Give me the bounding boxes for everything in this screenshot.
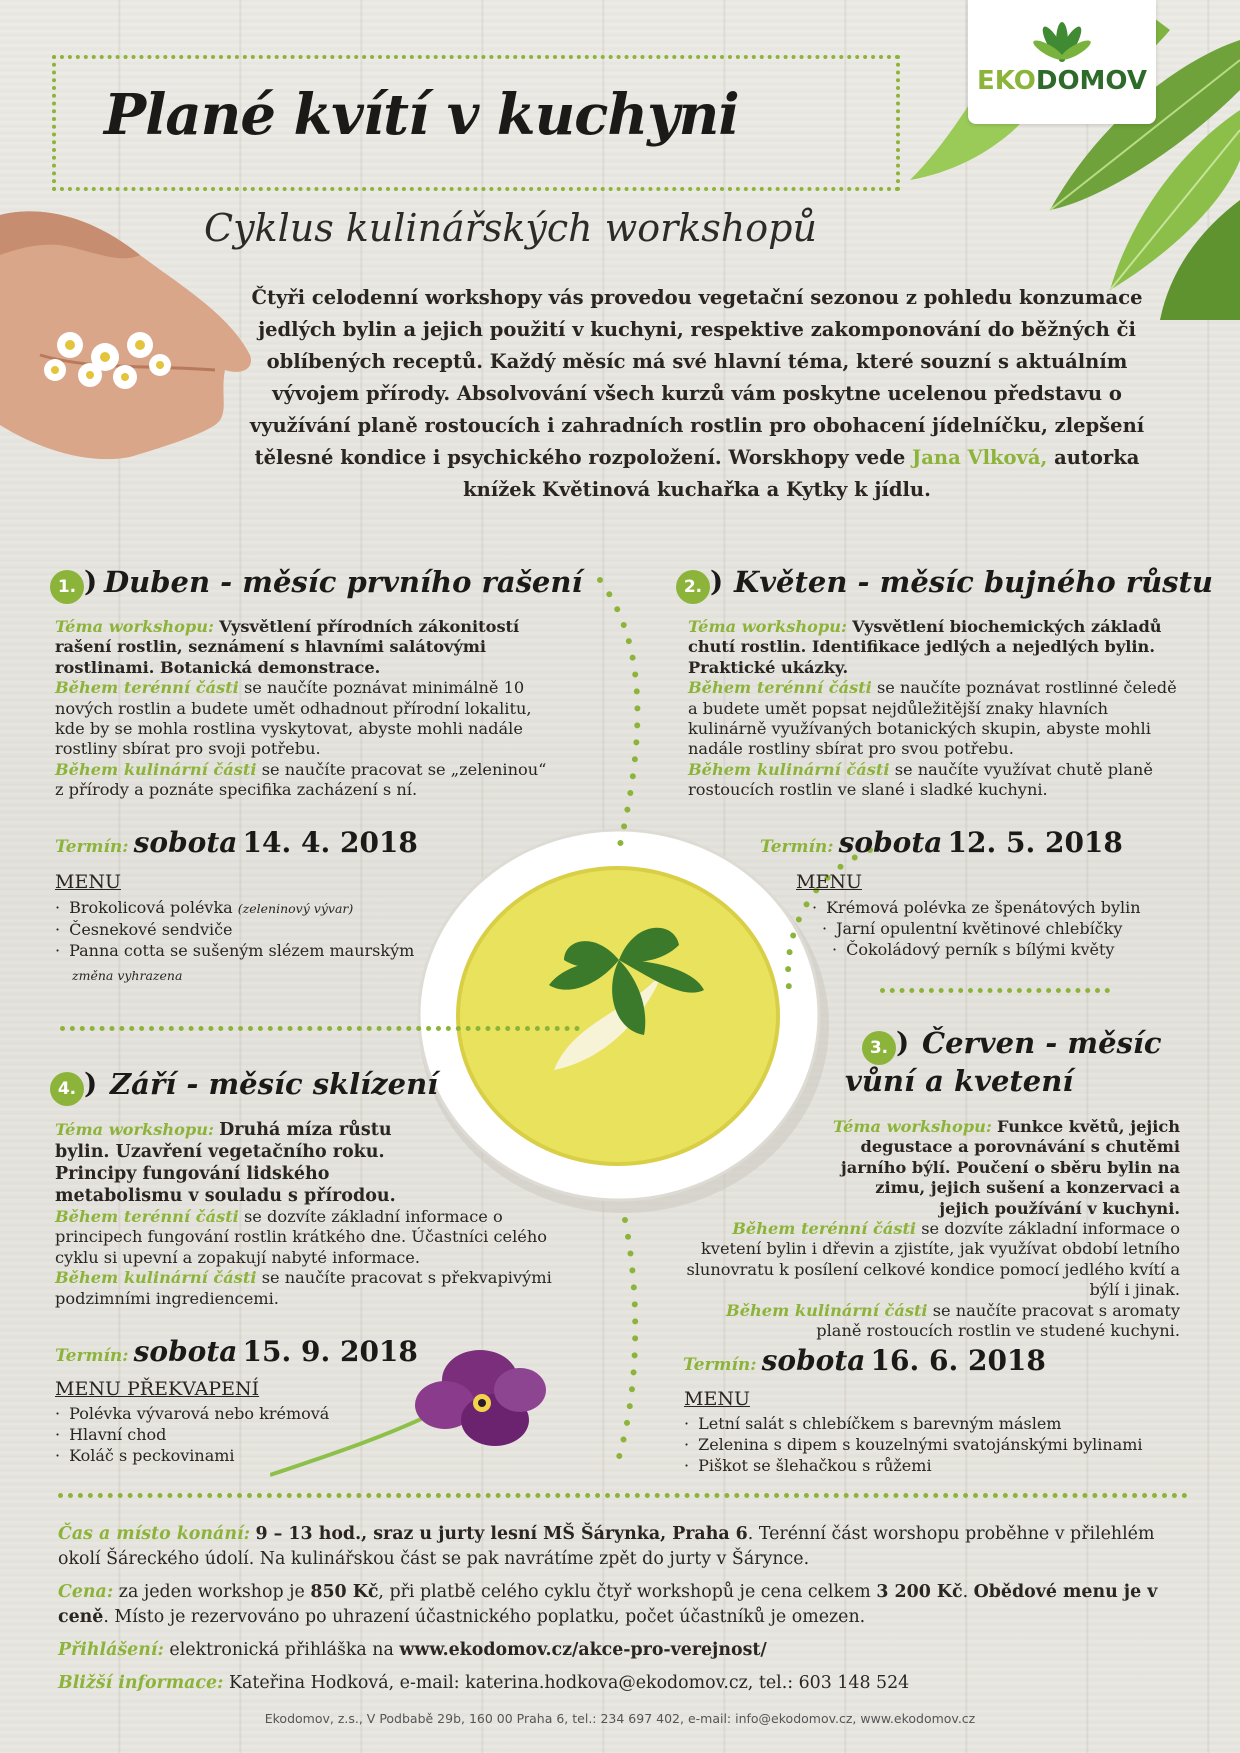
menu-item: · Polévka vývarová nebo krémová (55, 1403, 375, 1424)
section-1-title: Duben - měsíc prvního rašení (104, 565, 583, 599)
footer-contact: Bližší informace: Kateřina Hodková, e-mail: katerina.hodkova@ekodomov.cz, tel.: 603 148 524 (58, 1673, 910, 1693)
menu-item: · Zelenina s dipem s kouzelnými svatojánskými bylinami (684, 1434, 1204, 1455)
section-4-menu (55, 1403, 375, 1466)
section-3-paren: ) (896, 1026, 910, 1059)
menu-item: · Jarní opulentní květinové chlebíčky (812, 918, 1212, 939)
decorative-dotted-arc-1 (590, 575, 660, 855)
menu-item: · Brokolicová polévka (zeleninový vývar) (55, 897, 455, 919)
page-subtitle: Cyklus kulinářských workshopů (204, 206, 817, 250)
section-2-body: Téma workshopu: Vysvětlení biochemických základů chutí rostlin. Identifikace jedlých a nejedlých bylin. Praktické ukázky. Během terénní části se naučíte poznávat rostlinné čeledě a budete umět popsat nejdůležitější znaky hlavních kulinárně využívaných botanických skupin, abyste mohli nadále rostliny sbírat pro svou potřebu. Během kulinární části se naučíte využívat chutě planě rostoucích rostlin ve slané i sladké kuchyni. (688, 617, 1177, 800)
logo-text: EKODOMOV (977, 66, 1147, 96)
section-2-title: Květen - měsíc bujného růstu (734, 565, 1213, 599)
menu-change-note: změna vyhrazena (72, 968, 183, 983)
section-2-menu-title: MENU (796, 871, 862, 893)
registration-link[interactable]: www.ekodomov.cz/akce-pro-verejnost/ (399, 1640, 767, 1660)
section-3-number: 3. (862, 1031, 896, 1065)
menu-item: · Letní salát s chlebíčkem s barevným máslem (684, 1413, 1204, 1434)
section-3-term: Termín: sobota 16. 6. 2018 (683, 1344, 1046, 1377)
hand-with-daisies-image (0, 195, 260, 495)
section-1-number: 1. (50, 570, 84, 604)
section-4-number: 4. (50, 1072, 84, 1106)
section-4-body: Téma workshopu: Druhá míza růstu bylin. Uzavření vegetačního roku. Principy fungování lidského metabolismu v souladu s přírodou. Během terénní části se dozvíte základní informace o principech fungování rostlin krátkého dne. Účastníci celého cyklu si upevní a zopakují nabyté informace. Během kulinární části se naučíte pracovat s překvapivými podzimními ingrediencemi. (55, 1120, 552, 1308)
section-1-body: Téma workshopu: Vysvětlení přírodních zákonitostí rašení rostlin, seznámení s hlavními salátovými rostlinami. Botanická demonstrace. Během terénní části se naučíte poznávat minimálně 10 nových rostlin a budete umět odhadnout přírodní lokalitu, kde by se mohla rostlina vyskytovat, abyste mohli nadále rostliny sbírat pro svoji potřebu. Během kulinární části se naučíte pracovat se „zeleninou“ z přírody a poznáte specifika zacházení s ní. (55, 617, 547, 800)
intro-text-end: autorka knížek Květinová kuchařka a Kytky k jídlu. (463, 446, 1140, 501)
section-3-menu-title: MENU (684, 1388, 750, 1410)
footer-info (58, 1522, 1188, 1704)
ekodomov-logo (968, 0, 1156, 124)
section-2-term: Termín: sobota 12. 5. 2018 (760, 826, 1123, 859)
section-2-menu (812, 897, 1212, 960)
menu-item: · Piškot se šlehačkou s růžemi (684, 1455, 1204, 1476)
section-1-paren: ) (84, 565, 98, 598)
section-divider-right (880, 988, 1110, 993)
footer-divider (58, 1493, 1188, 1498)
author-name: Jana Vlková, (912, 446, 1048, 469)
menu-item: · Krémová polévka ze špenátových bylin (812, 897, 1212, 918)
section-3-menu (684, 1413, 1204, 1476)
intro-paragraph (232, 282, 1162, 506)
menu-item: · Česnekové sendviče (55, 919, 455, 940)
section-divider-left (60, 1026, 580, 1031)
menu-item: · Čokoládový perník s bílými květy (812, 939, 1212, 960)
section-4-title: Září - měsíc sklízení (110, 1067, 439, 1101)
section-2-paren: ) (710, 565, 724, 598)
menu-item: · Panna cotta se sušeným slézem maurským (55, 940, 455, 961)
section-4-paren: ) (84, 1067, 98, 1100)
section-1-menu-title: MENU (55, 871, 121, 893)
menu-item: · Koláč s peckovinami (55, 1445, 375, 1466)
intro-text: Čtyři celodenní workshopy vás provedou vegetační sezonou z pohledu konzumace jedlých bylin a jejich použití v kuchyni, respektive zakomponování do běžných či oblíbených receptů. Každý měsíc má své hlavní téma, které souzní s aktuálním vývojem přírody. Absolvování všech kurzů vám poskytne ucelenou představu o využívání planě rostoucích i zahradních rostlin pro obohacení jídelníčku, zlepšení tělesné kondice i psychického rozpoložení. Worskhopy vede (249, 286, 1145, 469)
section-4-menu-title: MENU PŘEKVAPENÍ (55, 1378, 260, 1400)
footer-price: Cena: za jeden workshop je 850 Kč, při platbě celého cyklu čtyř workshopů je cena celkem 3 200 Kč. Obědové menu je v ceně. Místo je rezervováno po uhrazení účastnického poplatku, počet účastníků je omezen. (58, 1582, 1158, 1627)
section-3-title-line2: vůní a kvetení (845, 1064, 1074, 1098)
footer-address: Ekodomov, z.s., V Podbabě 29b, 160 00 Praha 6, tel.: 234 697 402, e-mail: info@ekodomov.cz, www.ekodomov.cz (264, 1711, 976, 1726)
section-3-title-line1: Červen - měsíc (922, 1026, 1162, 1060)
section-2-number: 2. (676, 570, 710, 604)
section-3-body: Téma workshopu: Funkce květů, jejich degustace a porovnávání s chutěmi jarního býlí. Poučení o sběru bylin na zimu, jejich sušení a konzervaci a jejich používání v kuchyni. Během terénní části se dozvíte základní informace o kvetení bylin i dřevin a zjistíte, jak využívat období letního slunovratu k posílení celkové kondice pomocí jedlého kvítí a býlí i jinak. Během kulinární části se naučíte pracovat s aromaty planě rostoucích rostlin ve studené kuchyni. (686, 1117, 1180, 1341)
page-title: Plané kvítí v kuchyni (104, 82, 739, 148)
section-4-term: Termín: sobota 15. 9. 2018 (55, 1335, 418, 1368)
logo-flower-icon (1026, 12, 1098, 64)
footer-registration: Přihlášení: elektronická přihláška na www.ekodomov.cz/akce-pro-verejnost/ (58, 1640, 767, 1660)
section-1-term: Termín: sobota 14. 4. 2018 (55, 826, 418, 859)
menu-item: · Hlavní chod (55, 1424, 375, 1445)
decorative-dotted-arc-2 (600, 1215, 650, 1475)
footer-place: Čas a místo konání: 9 – 13 hod., sraz u jurty lesní MŠ Šárynka, Praha 6. Terénní část worshopu proběhne v přilehlém okolí Šáreckého údolí. Na kulinářskou část se pak navrátíme zpět do jurty v Šárynce. (58, 1524, 1155, 1569)
section-1-menu (55, 897, 455, 961)
